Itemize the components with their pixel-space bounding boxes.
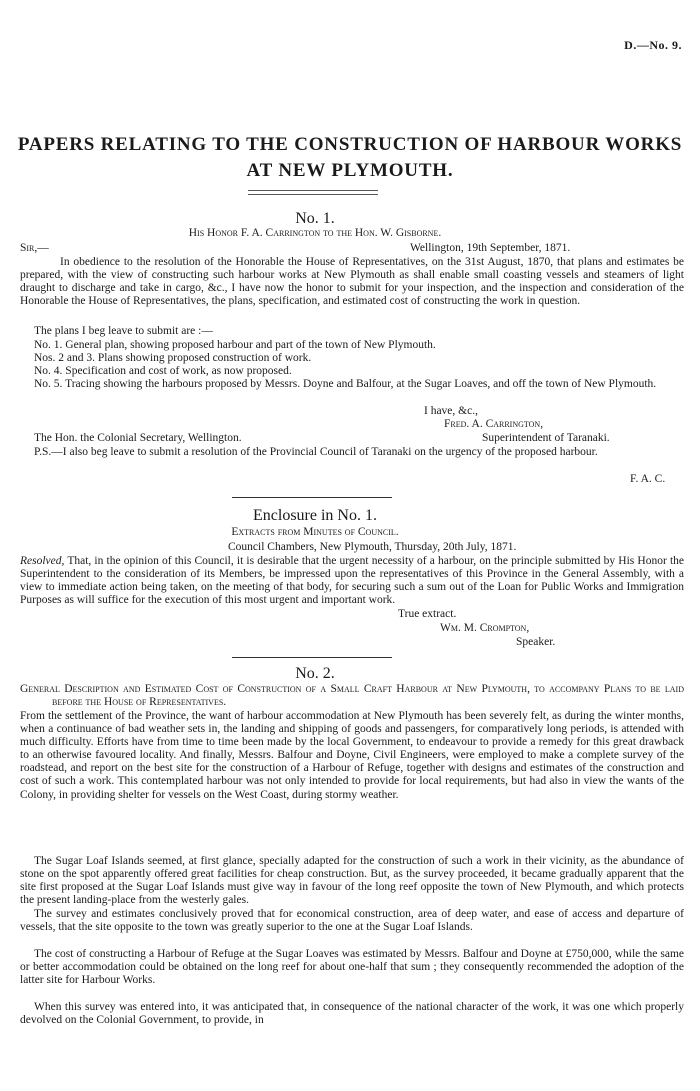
enclosure-resolution (20, 555, 684, 607)
no2-paragraph-3: The survey and estimates conclusively proved that for economical construction, area of deep water, and ease of access and departure of vessels, that the site opposite to the town was greatly superior to the one at the Sugar Loaf Islands. (20, 908, 684, 934)
enclosure-true-extract: True extract. (398, 608, 457, 620)
no1-signature-title: Superintendent of Taranaki. (482, 432, 610, 444)
enclosure-subheading: Extracts from Minutes of Council. (231, 526, 399, 538)
document-reference: D.—No. 9. (624, 38, 682, 52)
no1-closing: I have, &c., (424, 405, 478, 417)
no1-list-item: No. 1. General plan, showing proposed harbour and part of the town of New Plymouth. (34, 339, 436, 351)
no1-list-item: Nos. 2 and 3. Plans showing proposed construction of work. (34, 352, 312, 364)
no1-from-to: His Honor F. A. Carrington to the Hon. W. Gisborne. (188, 227, 442, 239)
no1-place-date: Wellington, 19th September, 1871. (410, 242, 571, 254)
no1-list-intro: The plans I beg leave to submit are :— (34, 325, 213, 337)
no1-postscript: P.S.—I also beg leave to submit a resolution of the Provincial Council of Taranaki on the urgency of the proposed harbour. (34, 446, 598, 458)
no1-paragraph-1: In obedience to the resolution of the Honorable the House of Representatives, on the 31st August, 1870, that plans and estimates be prepared, with the view of constructing such harbour works at New Plymouth as shall enable small coasting vessels and steamers of light draught to discharge and take in cargo, &c., I have now the honor to submit for your inspection, and the inspection and consideration of the Honorable the House of Representatives, the plans, specification, and estimated cost of constructing the work in question. (20, 256, 684, 308)
section-divider (232, 497, 392, 498)
resolved-text: That, in the opinion of this Council, it is desirable that the urgent necessity of a harbour, on the principle submitted by His Honor the Superintendent to the consideration of its Members, be impressed upon the representatives of this Province in the General Assembly, with a view to immediate action being taken, on the meeting of that body, for securing such a sum out of the Loan for Public Works and Immigration Purposes as will suffice for the execution of this most urgent and important work. (20, 555, 684, 607)
section-divider (232, 657, 392, 658)
enclosure-signer-title: Speaker. (516, 636, 556, 648)
no2-paragraph-4: The cost of constructing a Harbour of Refuge at the Sugar Loaves was estimated by Messrs. Balfour and Doyne at £750,000, while the same or better accommodation could be obtained on the long reef for about one-half that sum ; they consequently recommended the adoption of the latter site for Harbour Works. (20, 948, 684, 987)
title-divider (248, 190, 378, 195)
no1-addressee: The Hon. the Colonial Secretary, Wellington. (34, 432, 242, 444)
no1-salutation: Sir,— (20, 242, 49, 254)
no2-intro: General Description and Estimated Cost of Construction of a Small Craft Harbour at New Plymouth, to accompany Plans to be laid before the House of Representatives. (20, 683, 684, 709)
resolved-label: Resolved, (20, 555, 65, 567)
enclosure-place-date: Council Chambers, New Plymouth, Thursday, 20th July, 1871. (228, 541, 517, 553)
no1-initials: F. A. C. (630, 473, 666, 485)
no2-paragraph-1: From the settlement of the Province, the want of harbour accommodation at New Plymouth has been severely felt, as during the winter months, when a continuance of bad weather sets in, the landing and shipping of goods and passengers, for comparatively long periods, is attended with much difficulty. Efforts have from time to time been made by the local Government, to endeavour to provide a remedy for this great drawback to an otherwise favoured locality. And finally, Messrs. Balfour and Doyne, Civil Engineers, were employed to make a complete survey of the roadstead, and report on the best site for the construction of a Harbour of Refuge, together with designs and estimates of the construction and cost of such a work. This contemplated harbour was not only intended to provide for local requirements, but had also in view the wants of the Colony, in providing shelter for vessels on the West Coast, during stormy weather. (20, 710, 684, 801)
no1-signature: Fred. A. Carrington, (444, 418, 544, 430)
no1-heading: No. 1. (295, 210, 335, 227)
document-title-line-1: PAPERS RELATING TO THE CONSTRUCTION OF HARBOUR WORKS (17, 134, 683, 155)
no2-paragraph-5: When this survey was entered into, it was anticipated that, in consequence of the national character of the work, it was one which properly devolved on the Colonial Government, to provide, in (20, 1001, 684, 1027)
enclosure-signer: Wm. M. Crompton, (440, 622, 530, 634)
document-title-line-2: AT NEW PLYMOUTH. (246, 160, 454, 181)
no1-list-item: No. 4. Specification and cost of work, as now proposed. (34, 365, 292, 377)
no1-list-item: No. 5. Tracing showing the harbours proposed by Messrs. Doyne and Balfour, at the Sugar Loaves, and off the town of New Plymouth. (34, 378, 657, 390)
no2-paragraph-2: The Sugar Loaf Islands seemed, at first glance, specially adapted for the construction of such a work in their vicinity, as the abundance of stone on the spot apparently offered great facilities for cheap construction. But, as the survey proceeded, it became gradually apparent that the site first proposed at the Sugar Loaf Islands must give way in favour of the long reef opposite the town of New Plymouth, and which protects the present landing-place from the westerly gales. (20, 855, 684, 907)
enclosure-heading: Enclosure in No. 1. (253, 507, 377, 524)
no2-heading: No. 2. (295, 665, 335, 682)
